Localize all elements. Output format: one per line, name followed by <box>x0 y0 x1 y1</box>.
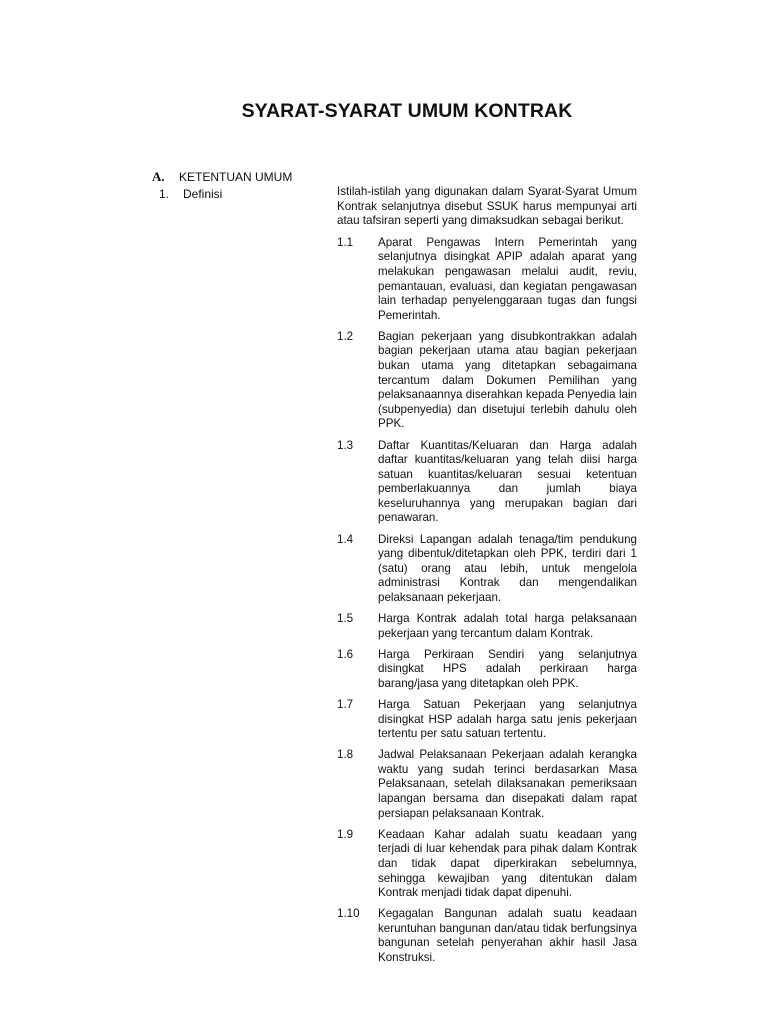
definitions-content <box>337 185 637 972</box>
definition-item <box>337 236 637 324</box>
definition-number: 1.3 <box>337 438 354 452</box>
section-heading <box>152 169 292 185</box>
definition-text: Jadwal Pelaksanaan Pekerjaan adalah kerangka waktu yang sudah terinci berdasarkan Masa Pelaksanaan, setelah dilaksanakan pemeriksaan lapangan bersama dan disepakati dalam rapat persiapan pelaksanaan Kontrak. <box>378 748 637 820</box>
item-label <box>159 187 222 201</box>
definition-number: 1.2 <box>337 329 354 343</box>
definition-item <box>337 748 637 821</box>
definition-item <box>337 612 637 641</box>
item-title: Definisi <box>183 187 223 201</box>
definition-item <box>337 439 637 527</box>
definition-number: 1.4 <box>337 532 354 546</box>
definition-item <box>337 698 637 742</box>
intro-paragraph: Istilah-istilah yang digunakan dalam Syarat-Syarat Umum Kontrak selanjutnya disebut SSUK harus mempunyai arti atau tafsiran seperti yang dimaksudkan sebagai berikut. <box>337 185 637 228</box>
item-number: 1. <box>159 187 170 201</box>
definition-text: Bagian pekerjaan yang disubkontrakkan adalah bagian pekerjaan utama atau bagian pekerjaan bukan utama yang ditetapkan sebagaimana tercantum dalam Dokumen Pemilihan yang pelaksanaannya diserahkan kepada Penyedia lain (subpenyedia) dan disetujui terlebih dahulu oleh PPK. <box>378 329 637 431</box>
definition-number: 1.1 <box>337 235 354 249</box>
definition-number: 1.9 <box>337 827 354 841</box>
section-letter: A. <box>152 169 165 184</box>
definition-number: 1.5 <box>337 612 354 626</box>
definition-number: 1.6 <box>337 647 354 661</box>
definition-item <box>337 828 637 901</box>
definition-text: Harga Kontrak adalah total harga pelaksanaan pekerjaan yang tercantum dalam Kontrak. <box>378 612 637 640</box>
definition-number: 1.10 <box>337 907 360 921</box>
page-title: SYARAT-SYARAT UMUM KONTRAK <box>241 100 573 122</box>
definition-text: Harga Perkiraan Sendiri yang selanjutnya disingkat HPS adalah perkiraan harga barang/jasa yang ditetapkan oleh PPK. <box>378 647 637 690</box>
definition-item <box>337 330 637 432</box>
definition-text: Daftar Kuantitas/Keluaran dan Harga adalah daftar kuantitas/keluaran yang telah diisi harga satuan kuantitas/keluaran sesuai ketentuan pemberlakuannya dan jumlah biaya keseluruhannya yang merupakan bagian dari penawaran. <box>378 438 637 525</box>
definition-text: Keadaan Kahar adalah suatu keadaan yang terjadi di luar kehendak para pihak dalam Kontrak dan tidak dapat diperkirakan sebelumnya, sehingga kewajiban yang ditentukan dalam Kontrak menjadi tidak dapat dipenuhi. <box>378 827 637 900</box>
definition-item <box>337 907 637 965</box>
definition-number: 1.7 <box>337 698 354 711</box>
section-title: KETENTUAN UMUM <box>179 170 293 184</box>
definition-text: Aparat Pengawas Intern Pemerintah yang selanjutnya disingkat APIP adalah aparat yang melakukan pengawasan melalui audit, reviu, pemantauan, evaluasi, dan kegiatan pengawasan lain terhadap penyelenggaraan tugas dan fungsi Pemerintah. <box>378 235 637 322</box>
definition-list <box>337 236 637 966</box>
definition-text: Kegagalan Bangunan adalah suatu keadaan keruntuhan bangunan dan/atau tidak berfungsinya bangunan setelah penyerahan akhir hasil Jasa Konstruksi. <box>378 907 637 964</box>
definition-item <box>337 533 637 606</box>
definition-number: 1.8 <box>337 748 354 762</box>
definition-text: Harga Satuan Pekerjaan yang selanjutnya disingkat HSP adalah harga satu jenis pekerjaan tertentu per satu satuan tertentu. <box>378 698 637 741</box>
definition-text: Direksi Lapangan adalah tenaga/tim pendukung yang dibentuk/ditetapkan oleh PPK, terdiri dari 1 (satu) orang atau lebih, untuk mengelola administrasi Kontrak dan mengendalikan pelaksanaan pekerjaan. <box>378 532 637 604</box>
definition-item <box>337 648 637 692</box>
